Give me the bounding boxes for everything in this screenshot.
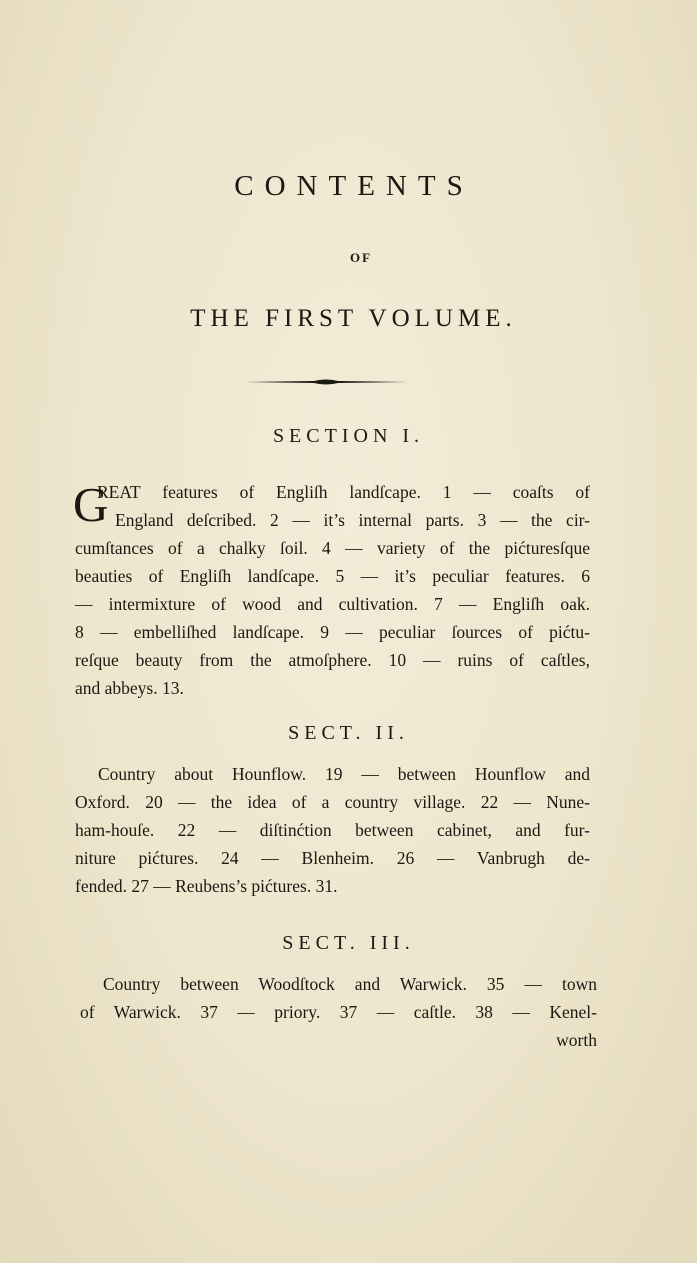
section-heading-1: SECTION I.	[272, 425, 425, 447]
text-line: England deſcribed. 2 — it’s internal parts. 3 — the cir-	[115, 510, 590, 530]
text-line: 8 — embelliſhed landſcape. 9 — peculiar ſources of pićtu-	[75, 622, 590, 642]
text-line: — intermixture of wood and cultivation. 7 — Engliſh oak.	[75, 594, 590, 614]
section-heading-2: SECT. II.	[288, 722, 409, 744]
ornamental-rule	[244, 378, 408, 386]
text-line: Country about Hounflow. 19 — between Hounflow and	[98, 764, 590, 784]
section-text-3	[80, 970, 597, 1054]
text-line: of Warwick. 37 — priory. 37 — caſtle. 38 — Kenel-	[80, 1002, 597, 1022]
section-text-2	[75, 760, 590, 900]
page-title: CONTENTS	[234, 170, 474, 202]
text-line: cumſtances of a chalky ſoil. 4 — variety of the pićturesſque	[75, 538, 590, 558]
text-line: beauties of Engliſh landſcape. 5 — it’s peculiar features. 6	[75, 566, 590, 586]
page-of-label: OF	[349, 250, 373, 265]
drop-cap: G	[73, 477, 109, 532]
text-line: niture pićtures. 24 — Blenheim. 26 — Vanbrugh de-	[75, 848, 590, 868]
text-line: ham-houſe. 22 — diſtinćtion between cabinet, and fur-	[75, 820, 590, 840]
text-line: reſque beauty from the atmoſphere. 10 — ruins of caſtles,	[75, 650, 590, 670]
text-line: REAT features of Engliſh landſcape. 1 — coaſts of	[97, 482, 590, 502]
section-text-1	[75, 478, 590, 702]
text-line: Oxford. 20 — the idea of a country village. 22 — Nune-	[75, 792, 590, 812]
section-heading-3: SECT. III.	[282, 932, 415, 954]
text-line: Country between Woodſtock and Warwick. 35 — town	[103, 974, 597, 994]
page-subtitle: THE FIRST VOLUME.	[190, 305, 517, 332]
drop-cap-block	[75, 478, 590, 534]
text-line: and abbeys. 13.	[75, 678, 184, 698]
text-line: fended. 27 — Reubens’s pićtures. 31.	[75, 876, 338, 896]
catchword: worth	[556, 1030, 597, 1050]
